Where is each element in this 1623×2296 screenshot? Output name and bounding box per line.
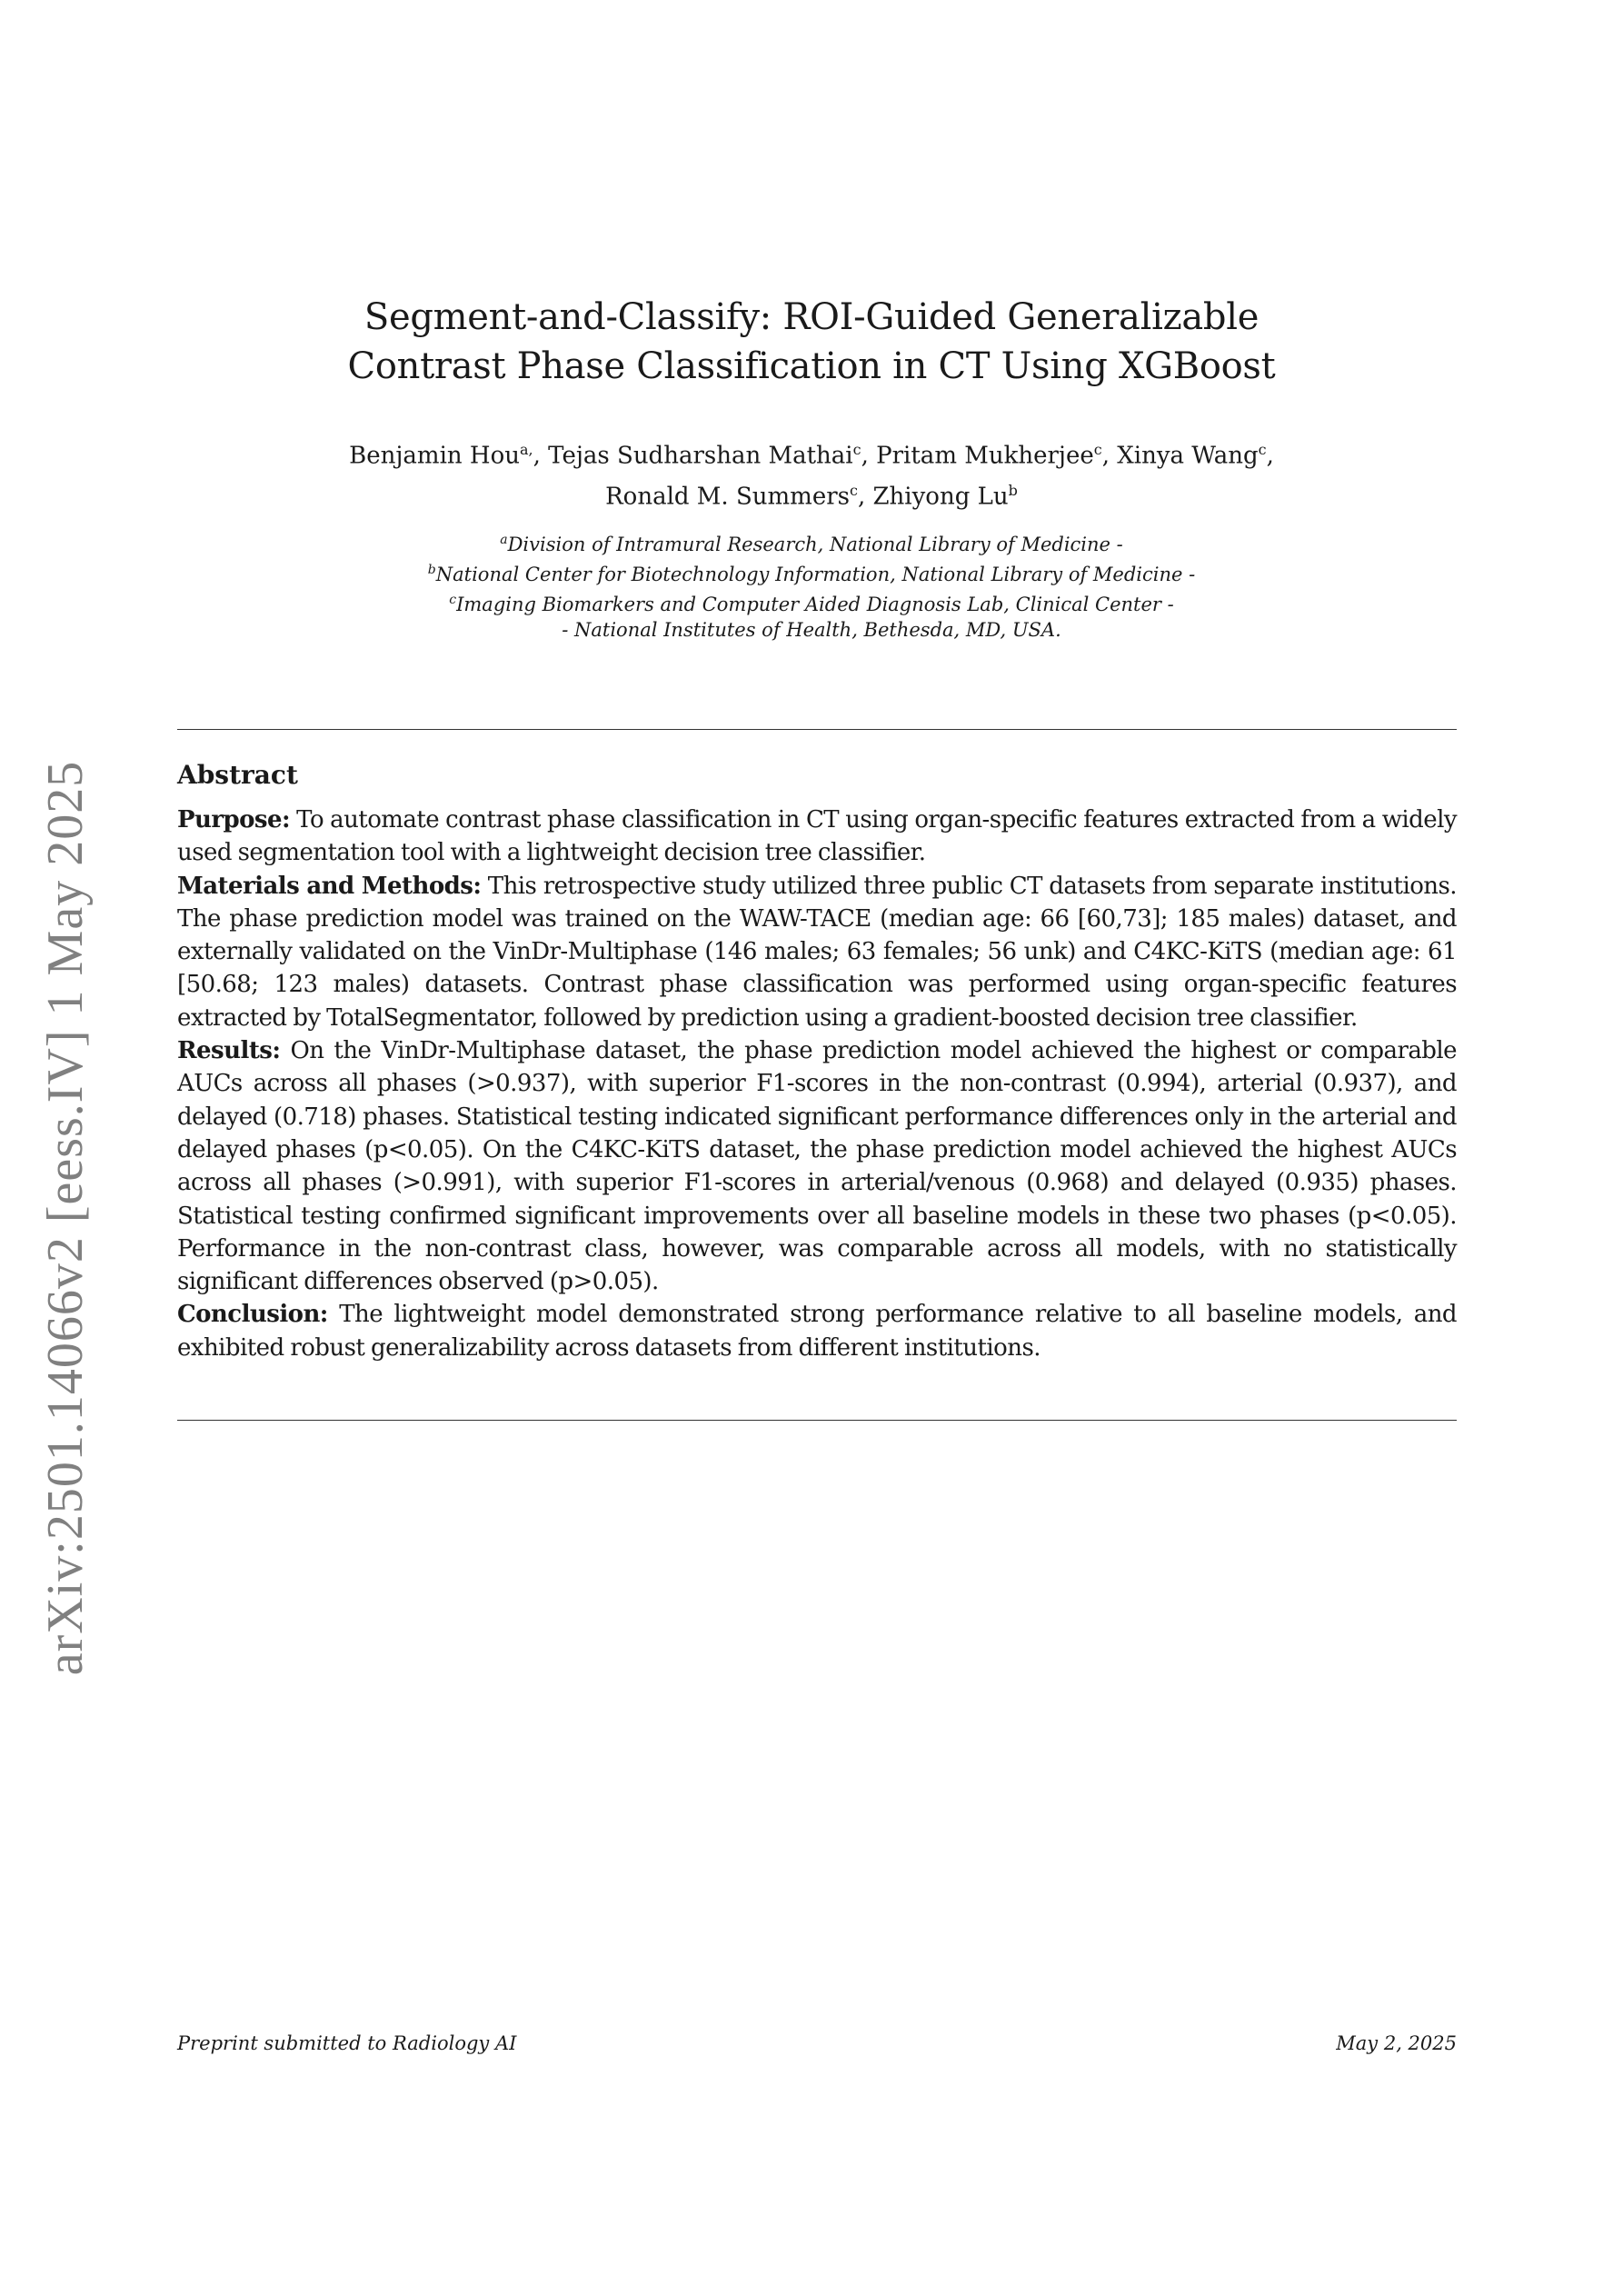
footer-date: May 2, 2025 xyxy=(1336,2032,1457,2054)
footer-submission-note: Preprint submitted to Radiology AI xyxy=(177,2032,517,2054)
abstract-conclusion: Conclusion: The lightweight model demonstrated strong performance relative to all baseline models, and exhibited robust generalizability across datasets from different institutions. xyxy=(177,1301,1457,1362)
author-name: Zhiyong Lu xyxy=(872,483,1009,511)
abstract-results: Results: On the VinDr-Multiphase dataset, the phase prediction model achieved the highest or comparable AUCs across all phases (>0.937), with superior F1-scores in the non-contrast (0.994), arterial (0.937), and delayed (0.718) phases. Statistical testing indicated significant performance differences only in the arterial and delayed phases (p<0.05). On the C4KC-KiTS dataset, the phase prediction model achieved the highest AUCs across all phases (>0.991), with superior F1-scores in arterial/venous (0.968) and delayed (0.935) phases. Statistical testing confirmed significant improvements over all baseline models in these two phases (p<0.05). Performance in the non-contrast class, however, was comparable across all models, with no statistically significant differences observed (p>0.05). xyxy=(177,1037,1457,1296)
author-line-2: Ronald M. Summers$^c$, Zhiyong Lu$^b$ xyxy=(605,481,1018,511)
affiliation-list xyxy=(182,527,1441,643)
author-affil-marker: b xyxy=(1008,481,1018,499)
author-affil-marker: c xyxy=(852,441,861,458)
abstract-bottom-rule xyxy=(177,1420,1457,1421)
abstract-body xyxy=(177,804,1457,1364)
author-name: Tejas Sudharshan Mathai xyxy=(548,442,853,470)
author-name: Ronald M. Summers xyxy=(605,483,850,511)
abstract-top-rule xyxy=(177,729,1457,730)
abstract-methods: Materials and Methods: This retrospective study utilized three public CT datasets from separate institutions. The phase prediction model was trained on the WAW-TACE (median age: 66 [60,73]; 185 males) dataset, and externally validated on the VinDr-Multiphase (146 males; 63 females; 56 unk) and C4KC-KiTS (median age: 61 [50.68; 123 males) datasets. Contrast phase classification was performed using organ-specific features extracted by TotalSegmentator, followed by prediction using a gradient-boosted decision tree classifier. xyxy=(177,872,1458,1032)
abstract-purpose: Purpose: To automate contrast phase classification in CT using organ-specific features extracted from a widely used segmentation tool with a lightweight decision tree classifier. xyxy=(177,806,1458,867)
affiliation: $^c$Imaging Biomarkers and Computer Aided Diagnosis Lab, Clinical Center - xyxy=(449,593,1174,615)
affiliation: - National Institutes of Health, Bethesda, MD, USA. xyxy=(562,619,1061,641)
arxiv-sidebar-stamp: arXiv:2501.14066v2 [eess.IV] 1 May 2025 xyxy=(37,760,94,1676)
author-affil-marker: c xyxy=(849,481,858,499)
title-line-2: Contrast Phase Classification in CT Using XGBoost xyxy=(347,345,1276,387)
author-list xyxy=(182,433,1441,514)
affiliation: $^b$National Center for Biotechnology Information, National Library of Medicine - xyxy=(427,563,1196,585)
author-line-1: Benjamin Hou$^{a,}$, Tejas Sudharshan Mathai$^c$, Pritam Mukherjee$^c$, Xinya Wang$^c$, xyxy=(349,441,1274,470)
author-affil-marker: c xyxy=(1258,441,1267,458)
affiliation: $^a$Division of Intramural Research, National Library of Medicine - xyxy=(500,533,1123,555)
author-name: Pritam Mukherjee xyxy=(876,442,1094,470)
abstract-heading: Abstract xyxy=(177,760,298,790)
author-name: Xinya Wang xyxy=(1117,442,1259,470)
author-affil-marker: a, xyxy=(519,441,533,458)
author-name: Benjamin Hou xyxy=(349,442,520,470)
paper-title xyxy=(182,293,1441,391)
author-affil-marker: c xyxy=(1093,441,1102,458)
title-line-1: Segment-and-Classify: ROI-Guided Generalizable xyxy=(363,296,1260,338)
